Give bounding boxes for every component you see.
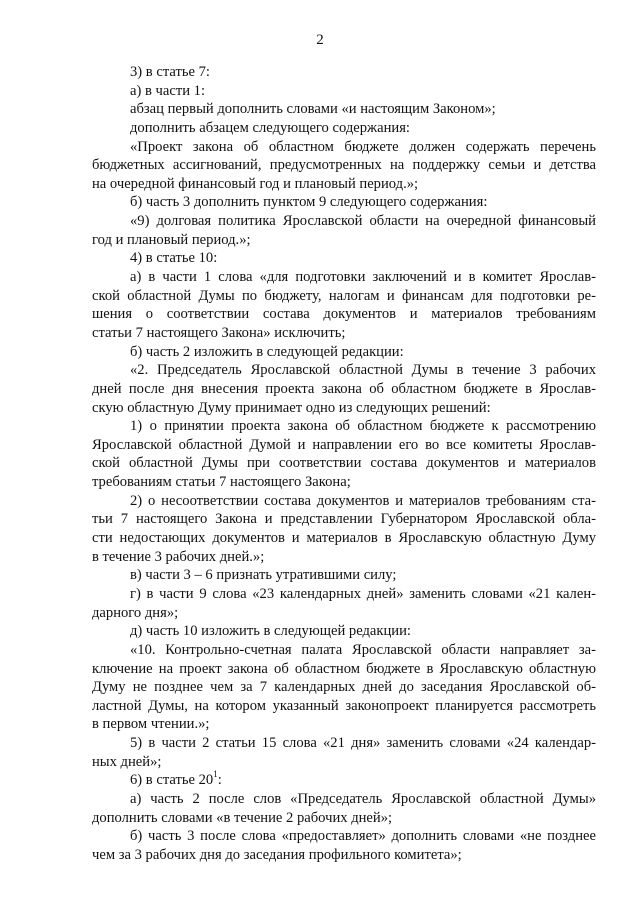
text-line: «2. Председатель Ярославской областной Думы в течение 3 рабочих (130, 362, 596, 379)
article-superscript: 1 (213, 769, 218, 780)
text-line: ластной Думы, на котором указанный законопроект планируется рассмотреть (92, 697, 596, 714)
text-line: на очередной финансовый год и плановый период.»; (92, 175, 419, 192)
text-line: статьи 7 настоящего Закона» исключить; (92, 324, 346, 341)
text-line: ключение на проект закона об областном бюджете в Ярославскую областную (92, 660, 596, 677)
text-line: б) часть 3 дополнить пунктом 9 следующего содержания: (130, 194, 488, 211)
text-line: дней после дня внесения проекта закона об областном бюджете в Ярослав- (92, 380, 596, 397)
page-number: 2 (316, 32, 324, 48)
text-line: в первом чтении.»; (92, 716, 210, 733)
text-line: ных дней»; (92, 753, 162, 770)
text-line: чем за 3 рабочих дня до заседания профильного комитета»; (92, 846, 462, 863)
text-line: сти недостающих документов и материалов в Ярославскую областную Думу (92, 530, 596, 547)
text-line: Думу не позднее чем за 7 календарных дней до заседания Ярославской об- (92, 679, 596, 696)
text-line: ской областной Думы при соответствии состава документов и материалов (92, 455, 596, 472)
document-body (92, 63, 596, 865)
text-line: дарного дня»; (92, 604, 179, 621)
text-line: 2) о несоответствии состава документов и материалов требованиям ста- (130, 492, 596, 509)
text-line: 5) в части 2 статьи 15 слова «21 дня» заменить словами «24 календар- (130, 735, 596, 752)
text-line: «Проект закона об областном бюджете должен содержать перечень (130, 138, 596, 155)
text-line: 1) о принятии проекта закона об областном бюджете к рассмотрению (130, 418, 596, 435)
text-line: ской областной Думы по бюджету, налогам и финансам для подготовки ре- (92, 287, 596, 304)
text-line: «10. Контрольно-счетная палата Ярославской области направляет за- (130, 641, 596, 658)
text-line: шения о соответствии состава документов и материалов требованиям (92, 306, 596, 323)
text-line: д) часть 10 изложить в следующей редакции: (130, 623, 411, 640)
text-line: 3) в статье 7: (130, 64, 210, 80)
text-line: б) часть 2 изложить в следующей редакции: (130, 343, 404, 360)
text-line: дополнить абзацем следующего содержания: (130, 119, 410, 136)
text-line-article-20-1 (92, 771, 596, 790)
text-line: в) части 3 – 6 признать утратившими силу; (130, 567, 397, 584)
text-line: бюджетных ассигнований, предусмотренных на поддержку семьи и детства (92, 157, 596, 174)
text-line: «9) долговая политика Ярославской области на очередной финансовый (130, 213, 596, 230)
text-line: 4) в статье 10: (130, 250, 218, 267)
text-line: тьи 7 настоящего Закона и представлении Губернатором Ярославской обла- (92, 511, 596, 528)
text-line: г) в части 9 слова «23 календарных дней» заменить словами «21 кален- (130, 585, 596, 602)
text-line: а) в части 1 слова «для подготовки заключений и в комитет Ярослав- (130, 269, 596, 286)
text-line: в течение 3 рабочих дней.»; (92, 548, 265, 565)
text-line: дополнить словами «в течение 2 рабочих дней»; (92, 809, 393, 826)
text-line: а) часть 2 после слов «Председатель Ярославской областной Думы» (130, 790, 596, 807)
article-ref-colon: : (217, 772, 222, 789)
text-line: б) часть 3 после слова «предоставляет» дополнить словами «не позднее (130, 828, 596, 845)
text-line: год и плановый период.»; (92, 231, 251, 248)
text-line: Ярославской областной Думой и направлении его во все комитеты Ярослав- (92, 436, 596, 453)
text-line: скую областную Думу принимает одно из следующих решений: (92, 399, 491, 416)
article-ref-text: 6) в статье 20 (130, 772, 214, 789)
text-line: требованиям статьи 7 настоящего Закона; (92, 474, 351, 491)
text-line: абзац первый дополнить словами «и настоящим Законом»; (130, 101, 496, 118)
text-line: а) в части 1: (130, 82, 206, 99)
